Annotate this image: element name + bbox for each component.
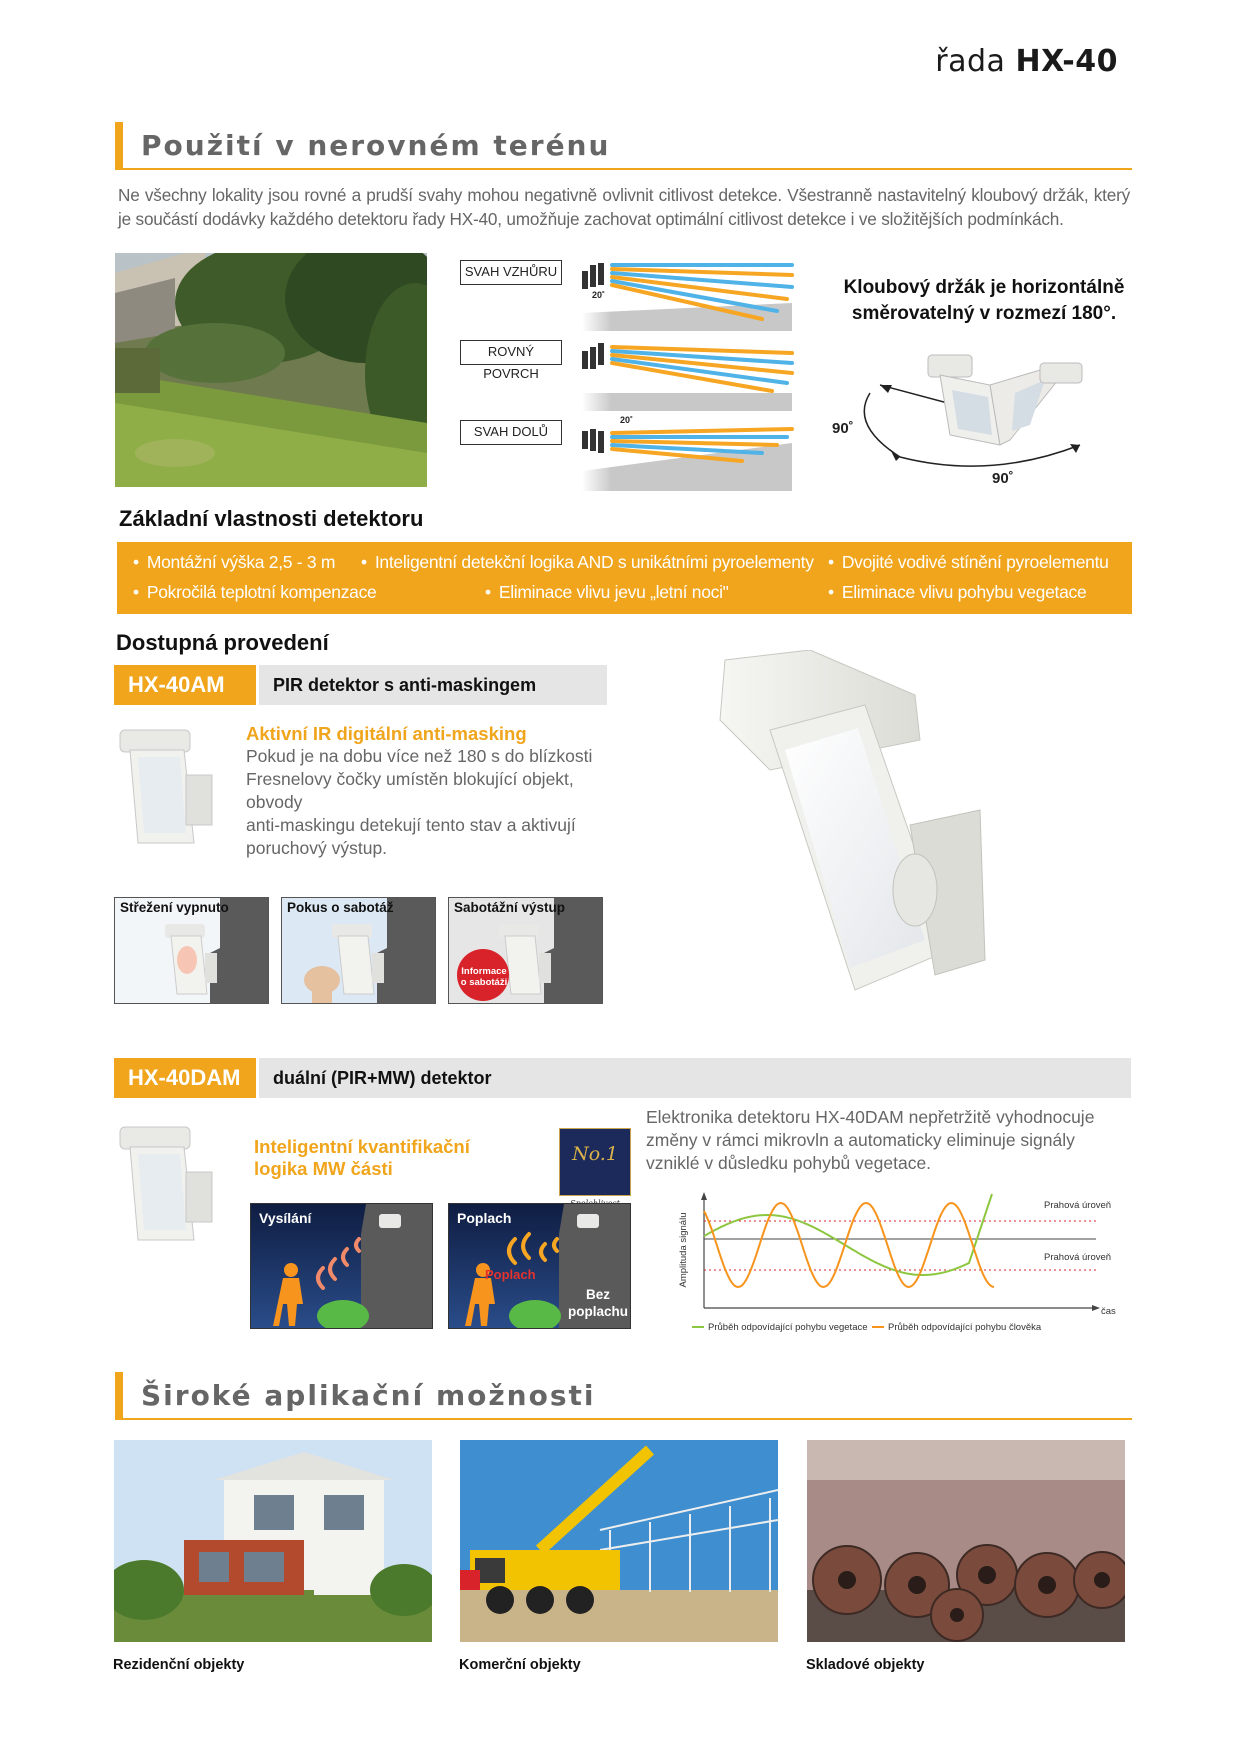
available-title: Dostupná provedení bbox=[116, 630, 329, 655]
legend-human: Průběh odpovídající pohybu člověka bbox=[888, 1322, 1042, 1333]
tamper-info-bubble bbox=[457, 966, 511, 988]
no-alarm-line2: poplachu bbox=[568, 1304, 628, 1319]
dam-text-line: změny v rámci mikrovln a automaticky eliminuje signály bbox=[646, 1130, 1075, 1150]
panel-alarm bbox=[448, 1203, 631, 1329]
legend-vegetation: Průběh odpovídající pohybu vegetace bbox=[708, 1322, 868, 1333]
bracket-caption-line1: Kloubový držák je horizontálně bbox=[843, 277, 1125, 298]
bubble-line1: Informace bbox=[461, 966, 507, 977]
series-name: HX-40 bbox=[1015, 44, 1118, 79]
bracket-caption-line2: směrovatelný v rozmezí 180°. bbox=[851, 303, 1117, 324]
dam-heading bbox=[254, 1136, 470, 1180]
am-heading: Aktivní IR digitální anti-masking bbox=[246, 723, 527, 744]
panel-label-sending: Vysílání bbox=[259, 1210, 312, 1226]
slope-up-graphic bbox=[582, 253, 792, 333]
feature-item: • Montážní výška 2,5 - 3 m bbox=[133, 552, 335, 573]
dam-heading-line1: Inteligentní kvantifikační bbox=[254, 1136, 470, 1157]
dam-heading-line2: logika MW části bbox=[254, 1158, 393, 1179]
dam-text bbox=[646, 1106, 1132, 1175]
section-rule bbox=[123, 168, 1132, 170]
detector-large-image bbox=[680, 650, 1060, 1005]
series-prefix: řada bbox=[935, 44, 1006, 79]
panel-label: Sabotážní výstup bbox=[454, 900, 566, 915]
chart-series-human bbox=[704, 1203, 994, 1287]
panel-disarmed bbox=[114, 897, 269, 1004]
series-title bbox=[935, 44, 1118, 79]
signal-chart bbox=[664, 1190, 1132, 1340]
slope-angle-down: 20˚ bbox=[620, 415, 634, 425]
alarm-word: Poplach bbox=[485, 1267, 536, 1282]
panel-label: Střežení vypnuto bbox=[120, 900, 229, 915]
slope-down-graphic bbox=[582, 413, 792, 493]
chart-xlabel: čas bbox=[1101, 1306, 1116, 1317]
intro-paragraph: Ne všechny lokality jsou rovné a prudší svahy mohou negativně ovlivnit citlivost detekce. Všestranně nastavitelný kloubový držák, který je součástí dodávky každého detektoru řady HX-40, umožňuje zachovat optimální citlivost detekce i ve složitějších podmínkách. bbox=[118, 185, 1130, 229]
feature-item: • Inteligentní detekční logika AND s unikátními pyroelementy bbox=[361, 552, 814, 573]
panel-sending bbox=[250, 1203, 433, 1329]
chart-threshold-label: Prahová úroveň bbox=[1044, 1252, 1112, 1263]
no1-reliability-badge bbox=[559, 1128, 631, 1196]
slope-label-up: SVAH VZHŮRU bbox=[460, 260, 562, 285]
am-text-line: Fresnelovy čočky umístěn blokující objekt, obvody bbox=[246, 769, 574, 812]
angle-bottom-label: 90˚ bbox=[992, 470, 1014, 487]
section-title-terrain: Použití v nerovném terénu bbox=[115, 122, 610, 170]
badge-text: No.1 bbox=[572, 1143, 618, 1165]
warehouse-photo bbox=[807, 1440, 1125, 1642]
feature-item: • Eliminace vlivu jevu „letní noci" bbox=[485, 582, 729, 603]
commercial-photo bbox=[460, 1440, 778, 1642]
model-desc-hx40am: PIR detektor s anti-maskingem bbox=[259, 665, 607, 705]
model-desc-hx40dam: duální (PIR+MW) detektor bbox=[259, 1058, 1131, 1098]
am-text-line: anti-maskingu detekují tento stav a aktivují bbox=[246, 815, 576, 835]
garden-slope-photo bbox=[115, 253, 427, 487]
dual-detector-small-image bbox=[112, 1122, 222, 1247]
slope-flat-graphic bbox=[582, 333, 792, 413]
detector-small-image bbox=[112, 725, 222, 850]
model-tag-hx40am: HX-40AM bbox=[114, 665, 256, 705]
feature-item: • Dvojité vodivé stínění pyroelementu bbox=[828, 552, 1109, 573]
slope-angle-up: 20˚ bbox=[592, 290, 606, 300]
section-rule bbox=[123, 1418, 1132, 1420]
app-caption-commercial: Komerční objekty bbox=[459, 1657, 581, 1673]
am-text-line: Pokud je na dobu více než 180 s do blízkosti bbox=[246, 746, 593, 766]
am-text-line: poruchový výstup. bbox=[246, 838, 388, 858]
no-alarm-text bbox=[565, 1286, 631, 1320]
chart-threshold-label: Prahová úroveň bbox=[1044, 1200, 1112, 1211]
feature-item: • Eliminace vlivu pohybu vegetace bbox=[828, 582, 1086, 603]
bracket-rotation-illustration bbox=[840, 345, 1100, 490]
dam-text-line: vzniklé v důsledku pohybů vegetace. bbox=[646, 1153, 932, 1173]
feature-item: • Pokročilá teplotní kompenzace bbox=[133, 582, 376, 603]
model-tag-hx40dam: HX-40DAM bbox=[114, 1058, 256, 1098]
panel-label-alarm: Poplach bbox=[457, 1210, 512, 1226]
panel-tamper-attempt bbox=[281, 897, 436, 1004]
bracket-caption bbox=[838, 275, 1130, 327]
panel-label: Pokus o sabotáž bbox=[287, 900, 394, 915]
section-title-applications: Široké aplikační možnosti bbox=[115, 1372, 595, 1420]
slope-label-flat: ROVNÝ POVRCH bbox=[460, 340, 562, 365]
slope-label-down: SVAH DOLŮ bbox=[460, 420, 562, 445]
no-alarm-line1: Bez bbox=[585, 1287, 610, 1302]
features-box bbox=[117, 542, 1132, 614]
slope-diagram-graphics bbox=[572, 253, 802, 493]
features-title: Základní vlastnosti detektoru bbox=[119, 506, 424, 531]
app-caption-residential: Rezidenční objekty bbox=[113, 1657, 245, 1673]
bubble-line2: o sabotáži bbox=[460, 977, 508, 988]
residential-photo bbox=[114, 1440, 432, 1642]
chart-ylabel: Amplituda signálu bbox=[678, 1212, 689, 1288]
panel-tamper-output bbox=[448, 897, 603, 1004]
dam-text-line: Elektronika detektoru HX-40DAM nepřetržitě vyhodnocuje bbox=[646, 1107, 1095, 1127]
angle-left-label: 90˚ bbox=[832, 420, 854, 437]
app-caption-warehouse: Skladové objekty bbox=[806, 1657, 925, 1673]
am-text bbox=[246, 745, 626, 860]
